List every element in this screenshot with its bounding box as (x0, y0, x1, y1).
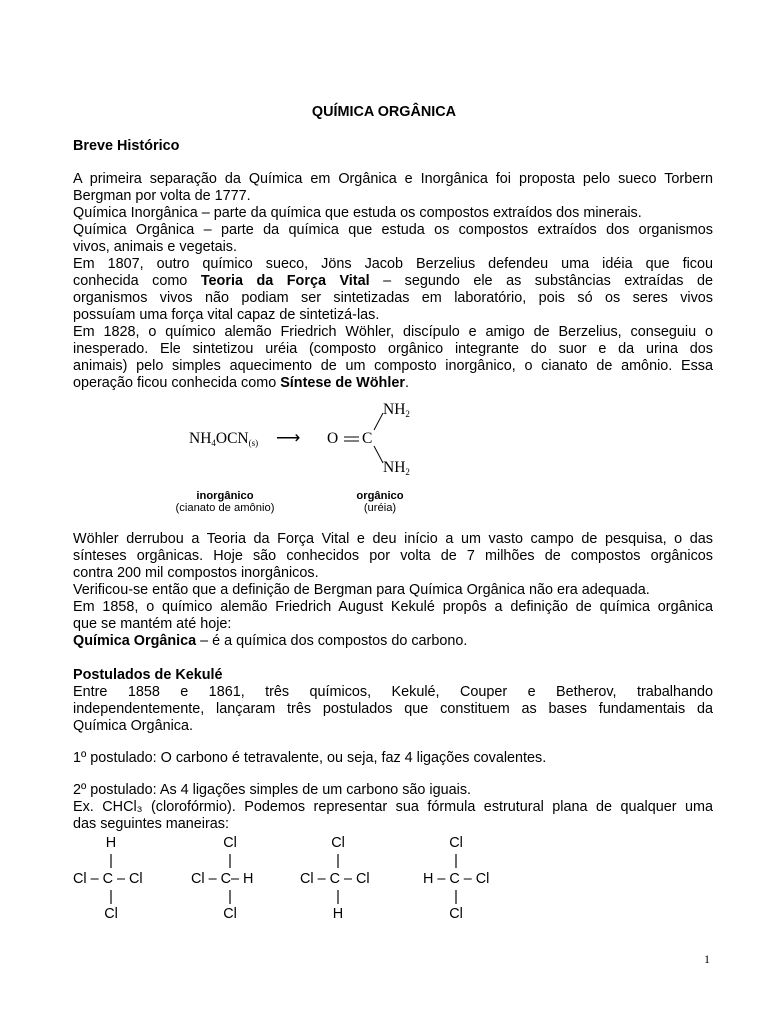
label-cianato: (cianato de amônio) (175, 502, 275, 514)
structure-1-bond-bottom: | (109, 889, 113, 905)
text-line: que se mantém até hoje: (73, 616, 232, 632)
text-line: possuíam uma força vital capaz de sintetizá-las. (73, 307, 380, 323)
structure-3-middle: Cl – C – Cl (300, 871, 370, 887)
text-line: Química Orgânica – parte da química que estuda os compostos extraídos dos organismos (73, 222, 713, 238)
structure-3-bottom: H (332, 906, 344, 922)
paragraph-historico (73, 171, 713, 392)
reaction-arrow: ⟶ (276, 428, 301, 447)
structure-2-top: Cl (223, 835, 237, 851)
page-title: QUÍMICA ORGÂNICA (311, 104, 457, 120)
text-line: Entre 1858 e 1861, três químicos, Kekulé, Couper e Betherov, trabalhando (73, 684, 713, 700)
text-line: Verificou-se então que a definição de Bergman para Química Orgânica não era adequada. (73, 582, 650, 598)
amine-group-bottom: $NH_2$ (383, 459, 410, 477)
text-line: inesperado. Ele sintetizou uréia (composto orgânico integrante do suor e da urina dos (73, 341, 713, 357)
structure-1-bottom: Cl (104, 906, 118, 922)
structure-1-middle: Cl – C – Cl (73, 871, 143, 887)
text-line: Química Orgânica. (73, 718, 193, 734)
structure-4-bottom: Cl (449, 906, 463, 922)
sintese-wohler: Síntese de Wöhler (280, 375, 405, 391)
label-inorganico: inorgânico (196, 490, 254, 502)
definition-line: Química Orgânica – é a química dos compostos do carbono. (73, 633, 468, 649)
section-heading-kekule: Postulados de Kekulé (73, 667, 223, 683)
text-line: Em 1828, o químico alemão Friedrich Wöhler, discípulo e amigo de Berzelius, conseguiu o (73, 324, 713, 340)
structure-4-middle: H – C – Cl (423, 871, 490, 887)
text-line: Em 1858, o químico alemão Friedrich August Kekulé propôs a definição de química orgânica (73, 599, 713, 615)
postulado-1: 1º postulado: O carbono é tetravalente, ou seja, faz 4 ligações covalentes. (73, 750, 547, 766)
double-bond (342, 431, 362, 447)
text-line: Em 1807, outro químico sueco, Jöns Jacob Berzelius defendeu uma idéia que ficou (73, 256, 713, 272)
postulado-2: 2º postulado: As 4 ligações simples de um carbono são iguais. (73, 782, 472, 798)
structure-1-top: H (105, 835, 117, 851)
text-line: Ex. CHCl₃ (clorofórmio). Podemos representar sua fórmula estrutural plana de qualquer uma (73, 799, 713, 815)
label-organico: orgânico (356, 490, 404, 502)
quimica-organica-term: Química Orgânica (73, 633, 197, 649)
text-line: Wöhler derrubou a Teoria da Força Vital e deu início a um vasto campo de pesquisa, o das (73, 531, 713, 547)
text-line: A primeira separação da Química em Orgânica e Inorgânica foi proposta pelo sueco Torbern (73, 171, 713, 187)
reactant-formula: $NH_4OCN_{(s)}$ (189, 430, 259, 448)
structure-4-top: Cl (449, 835, 463, 851)
structure-3-bond-top: | (336, 853, 340, 869)
carbon-atom: C (362, 430, 373, 447)
paragraph-wohler (73, 531, 713, 650)
text-line: contra 200 mil compostos inorgânicos. (73, 565, 319, 581)
text-line-vital: conhecida como Teoria da Força Vital – segundo ele as substâncias extraídas de (73, 273, 713, 289)
amine-group-top: $NH_2$ (383, 401, 410, 419)
paragraph-postulado-2 (73, 782, 713, 833)
structure-2-bond-top: | (228, 853, 232, 869)
section-heading-historico: Breve Histórico (73, 138, 180, 154)
text-line: animais) pelo simples aquecimento de um composto inorgânico, o cianato de amônio. Essa (73, 358, 713, 374)
paragraph-kekule (73, 684, 713, 735)
structure-3-top: Cl (331, 835, 345, 851)
structure-2-bond-bottom: | (228, 889, 232, 905)
page-number: 1 (704, 952, 710, 966)
text-line: das seguintes maneiras: (73, 816, 229, 832)
label-ureia: (uréia) (363, 502, 397, 514)
text-line: independentemente, lançaram três postulados que constituem as bases fundamentais da (73, 701, 713, 717)
text-line: Bergman por volta de 1777. (73, 188, 251, 204)
text-line: vivos, animais e vegetais. (73, 239, 237, 255)
structure-2-middle: Cl – C– H (191, 871, 254, 887)
structure-4-bond-bottom: | (454, 889, 458, 905)
structure-4-bond-top: | (454, 853, 458, 869)
structure-2-bottom: Cl (223, 906, 237, 922)
teoria-forca-vital: Teoria da Força Vital (200, 273, 370, 289)
oxygen-atom: O (327, 430, 339, 447)
text-line: sínteses orgânicas. Hoje são conhecidos por volta de 7 milhões de compostos orgânicos (73, 548, 713, 564)
structure-3-bond-bottom: | (336, 889, 340, 905)
text-line-wohler: operação ficou conhecida como Síntese de Wöhler. (73, 375, 409, 391)
text-line: organismos vivos não podiam ser sintetizadas em laboratório, pois só os seres vivos (73, 290, 713, 306)
structure-1-bond-top: | (109, 853, 113, 869)
text-line: Química Inorgânica – parte da química que estuda os compostos extraídos dos minerais. (73, 205, 642, 221)
